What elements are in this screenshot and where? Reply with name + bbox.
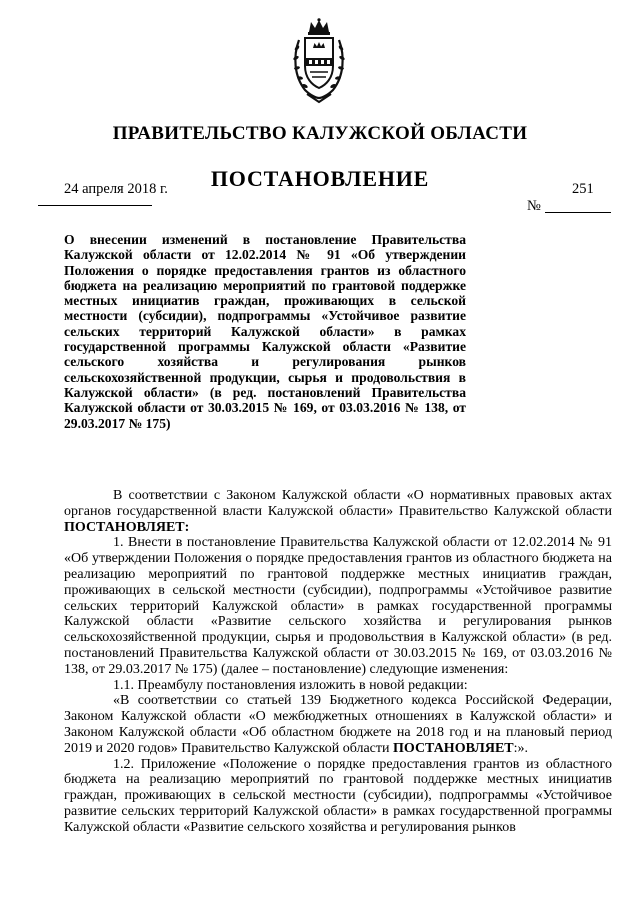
resolves-keyword: ПОСТАНОВЛЯЕТ xyxy=(393,740,514,756)
paragraph-item-1-2: 1.2. Приложение «Положение о порядке предоставления грантов из областного бюджета на реализацию мероприятий по грантовой поддержке местных инициатив граждан, проживающих в сельской местности (субсидии), подпрограммы «Устойчивое развитие сельских территорий Калужской области» в рамках государственной программы Калужской области «Развитие сельского хозяйства и регулирования рынков xyxy=(64,756,612,835)
document-type-title: ПОСТАНОВЛЕНИЕ xyxy=(210,166,430,191)
paragraph-item-1: 1. Внести в постановление Правительства Калужской области от 12.02.2014 № 91 «Об утверждении Положения о порядке предоставления грантов из областного бюджета на реализацию мероприятий по грантовой поддержке местных инициатив граждан, проживающих в сельской местности (субсидии), подпрограммы «Устойчивое развитие сельских территорий Калужской области» в рамках государственной программы Калужской области «Развитие сельского хозяйства и регулирования рынков сельскохозяйственной продукции, сырья и продовольствия в Калужской области» (в ред. постановлений Правительства Калужской области от 30.03.2015 № 169, от 03.03.2016 № 138, от 29.03.2017 № 175) (далее – постановление) следующие изменения: xyxy=(64,535,612,677)
document-number: 251 xyxy=(572,181,594,197)
government-title: ПРАВИТЕЛЬСТВО КАЛУЖСКОЙ ОБЛАСТИ xyxy=(112,123,528,144)
number-underline xyxy=(545,212,611,213)
paragraph-new-preamble: «В соответствии со статьей 139 Бюджетного кодекса Российской Федерации, Законом Калужской области «О межбюджетных отношениях в Калужской области» и Законом Калужской области «Об областном бюджете на 2018 год и на плановый период 2019 и 2020 годов» Правительство Калужской области ПОСТАНОВЛЯЕТ:». xyxy=(64,693,612,756)
paragraph-preamble: В соответствии с Законом Калужской области «О нормативных правовых актах органов государственной власти Калужской области» Правительство Калужской области ПОСТАНОВЛЯЕТ: xyxy=(64,488,612,535)
document-subject: О внесении изменений в постановление Правительства Калужской области от 12.02.2014 № 91 «Об утверждении Положения о порядке предоставления грантов из областного бюджета на реализацию мероприятий по грантовой поддержке местных инициатив граждан, проживающих в сельской местности (субсидии), подпрограммы «Устойчивое развитие сельских территорий Калужской области» в рамках государственной программы Калужской области «Развитие сельского хозяйства и регулирования рынков сельскохозяйственной продукции, сырья и продовольствия в Калужской области» (в ред. постановлений Правительства Калужской области от 30.03.2015 № 169, от 03.03.2016 № 138, от 29.03.2017 № 175) xyxy=(64,232,466,431)
date-underline xyxy=(38,205,152,206)
document-date: 24 апреля 2018 г. xyxy=(64,181,168,197)
document-number-label: № xyxy=(527,198,541,214)
document-body xyxy=(64,488,612,836)
kaluga-region-coat-of-arms-icon xyxy=(291,18,347,104)
resolves-keyword: ПОСТАНОВЛЯЕТ xyxy=(64,519,185,535)
paragraph-item-1-1: 1.1. Преамбулу постановления изложить в новой редакции: xyxy=(113,677,468,693)
